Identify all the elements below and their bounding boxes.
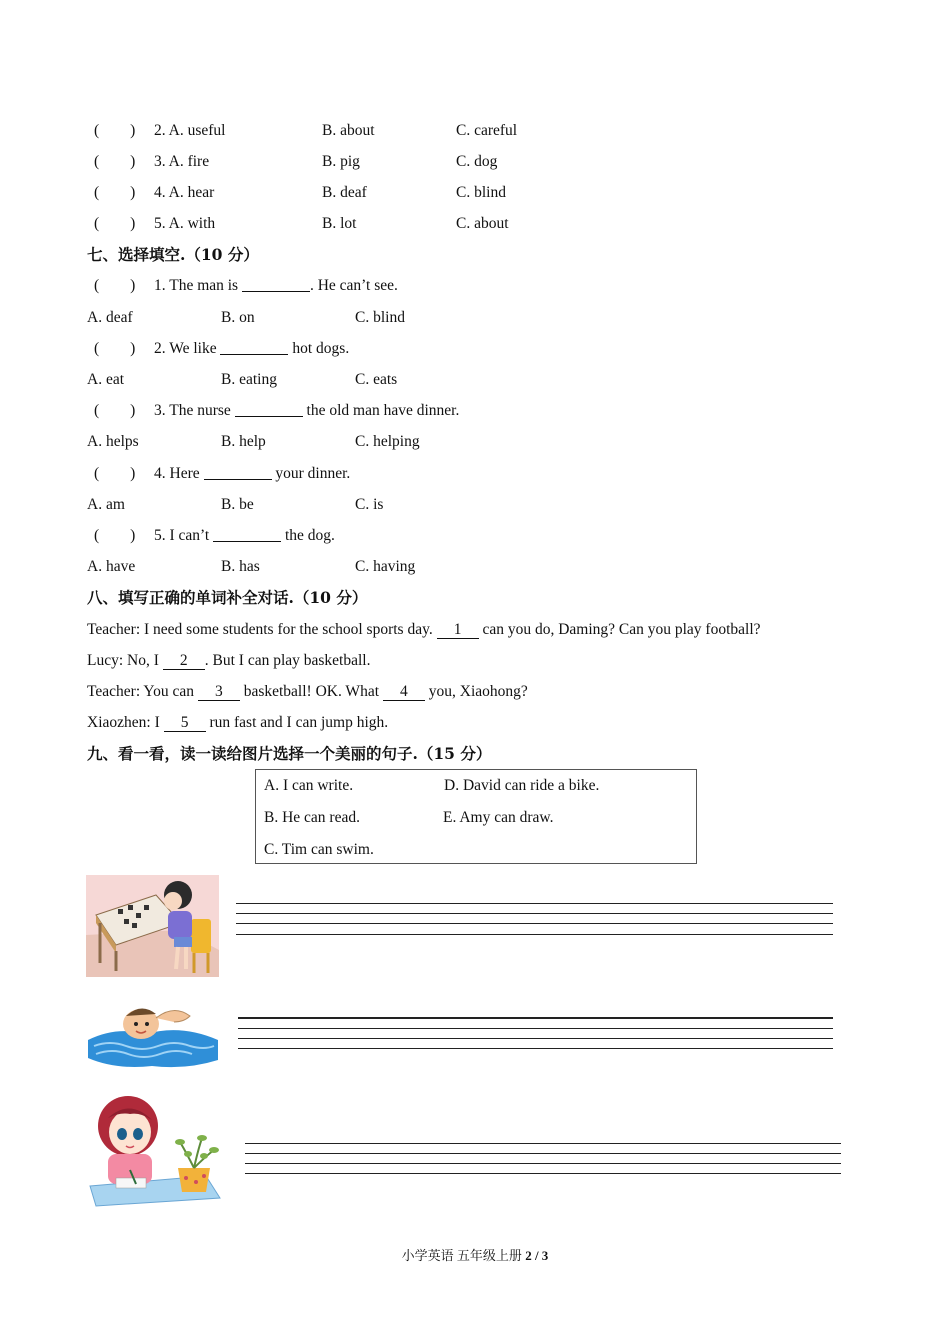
- option-c: C. about: [456, 215, 509, 232]
- option-b: B. has: [221, 558, 260, 575]
- question-before: 3. The nurse: [154, 402, 235, 419]
- section7-heading: 七、选择填空.（10 分）: [87, 245, 259, 264]
- footer-subject: 小学英语 五年级上册: [401, 1248, 522, 1263]
- option-b: B. be: [221, 496, 254, 513]
- fill-blank[interactable]: [220, 340, 288, 355]
- dialogue-line-1: [87, 620, 761, 640]
- option-a: 5. A. with: [154, 215, 216, 232]
- option-d-sentence: D. David can ride a bike.: [444, 777, 600, 794]
- drawing-girl-illustration: [86, 875, 219, 977]
- numbered-blank[interactable]: 2: [163, 653, 205, 670]
- question-after: the dog.: [281, 527, 335, 544]
- swimming-boy-illustration: [86, 1000, 220, 1070]
- fill-blank[interactable]: [242, 277, 310, 292]
- option-c: C. is: [355, 496, 384, 513]
- dialogue-line-2: [87, 651, 370, 671]
- fill-blank[interactable]: [213, 527, 281, 542]
- answer-paren[interactable]: ( ): [94, 527, 136, 544]
- dialogue-text: Xiaozhen: I: [87, 714, 160, 731]
- option-a: A. deaf: [87, 309, 133, 326]
- option-a: A. have: [87, 558, 136, 575]
- option-a: A. eat: [87, 371, 125, 388]
- answer-paren[interactable]: ( ): [94, 153, 136, 170]
- option-c: C. eats: [355, 371, 398, 388]
- option-b-sentence: B. He can read.: [264, 809, 360, 826]
- option-a-sentence: A. I can write.: [264, 777, 354, 794]
- dialogue-text: can you do, Daming? Can you play football?: [482, 621, 761, 638]
- question-after: the old man have dinner.: [302, 402, 460, 419]
- question-text: [154, 464, 350, 484]
- dialogue-line-4: [87, 713, 388, 733]
- dialogue-line-3: [87, 682, 528, 702]
- question-after: hot dogs.: [288, 340, 350, 357]
- option-c: C. blind: [456, 184, 506, 201]
- question-text: [154, 339, 349, 359]
- answer-paren[interactable]: ( ): [94, 122, 136, 139]
- option-b: B. pig: [322, 153, 360, 170]
- option-a: A. helps: [87, 433, 139, 450]
- answer-paren[interactable]: ( ): [94, 277, 136, 294]
- dialogue-text: you, Xiaohong?: [428, 683, 528, 700]
- answer-paren[interactable]: ( ): [94, 215, 136, 232]
- dialogue-text: Teacher: You can: [87, 683, 194, 700]
- option-c: C. blind: [355, 309, 405, 326]
- option-a: 4. A. hear: [154, 184, 215, 201]
- dialogue-text: Lucy: No, I: [87, 652, 159, 669]
- dialogue-text: run fast and I can jump high.: [209, 714, 389, 731]
- swimming-boy-picture: [86, 1000, 220, 1070]
- dialogue-text: . But I can play basketball.: [204, 652, 371, 669]
- numbered-blank[interactable]: 5: [164, 715, 206, 732]
- question-after: . He can’t see.: [309, 277, 398, 294]
- option-e-sentence: E. Amy can draw.: [443, 809, 554, 826]
- numbered-blank[interactable]: 4: [383, 684, 425, 701]
- dialogue-text: Teacher: I need some students for the school sports day.: [87, 621, 433, 638]
- answer-paren[interactable]: ( ): [94, 465, 136, 482]
- page-footer: [0, 1247, 950, 1265]
- drawing-girl-picture: [86, 875, 219, 977]
- page-number: 2 / 3: [525, 1248, 549, 1263]
- option-b: B. eating: [221, 371, 277, 388]
- option-c: C. having: [355, 558, 416, 575]
- answer-paren[interactable]: ( ): [94, 402, 136, 419]
- dialogue-text: basketball! OK. What: [243, 683, 380, 700]
- numbered-blank[interactable]: 1: [437, 622, 479, 639]
- option-b: B. lot: [322, 215, 357, 232]
- question-before: 1. The man is: [154, 277, 242, 294]
- fill-blank[interactable]: [235, 402, 303, 417]
- option-a: A. am: [87, 496, 125, 513]
- answer-paren[interactable]: ( ): [94, 340, 136, 357]
- question-after: your dinner.: [271, 465, 351, 482]
- option-b: B. deaf: [322, 184, 367, 201]
- question-text: [154, 526, 335, 546]
- question-text: [154, 276, 398, 296]
- option-a: 3. A. fire: [154, 153, 210, 170]
- section8-heading: 八、填写正确的单词补全对话.（10 分）: [87, 588, 368, 607]
- writing-girl-picture: [86, 1090, 224, 1208]
- numbered-blank[interactable]: 3: [198, 684, 240, 701]
- question-text: [154, 401, 459, 421]
- option-c: C. careful: [456, 122, 518, 139]
- writing-girl-illustration: [86, 1090, 224, 1208]
- fill-blank[interactable]: [204, 465, 272, 480]
- question-before: 4. Here: [154, 465, 204, 482]
- option-c-sentence: C. Tim can swim.: [264, 841, 374, 858]
- sentence-options-box: [255, 769, 697, 864]
- option-b: B. on: [221, 309, 255, 326]
- option-b: B. about: [322, 122, 375, 139]
- section9-heading: 九、看一看，读一读给图片选择一个美丽的句子.（15 分）: [87, 744, 492, 763]
- option-c: C. dog: [456, 153, 498, 170]
- question-before: 2. We like: [154, 340, 221, 357]
- option-c: C. helping: [355, 433, 420, 450]
- answer-paren[interactable]: ( ): [94, 184, 136, 201]
- question-before: 5. I can’t: [154, 527, 214, 544]
- option-b: B. help: [221, 433, 266, 450]
- option-a: 2. A. useful: [154, 122, 226, 139]
